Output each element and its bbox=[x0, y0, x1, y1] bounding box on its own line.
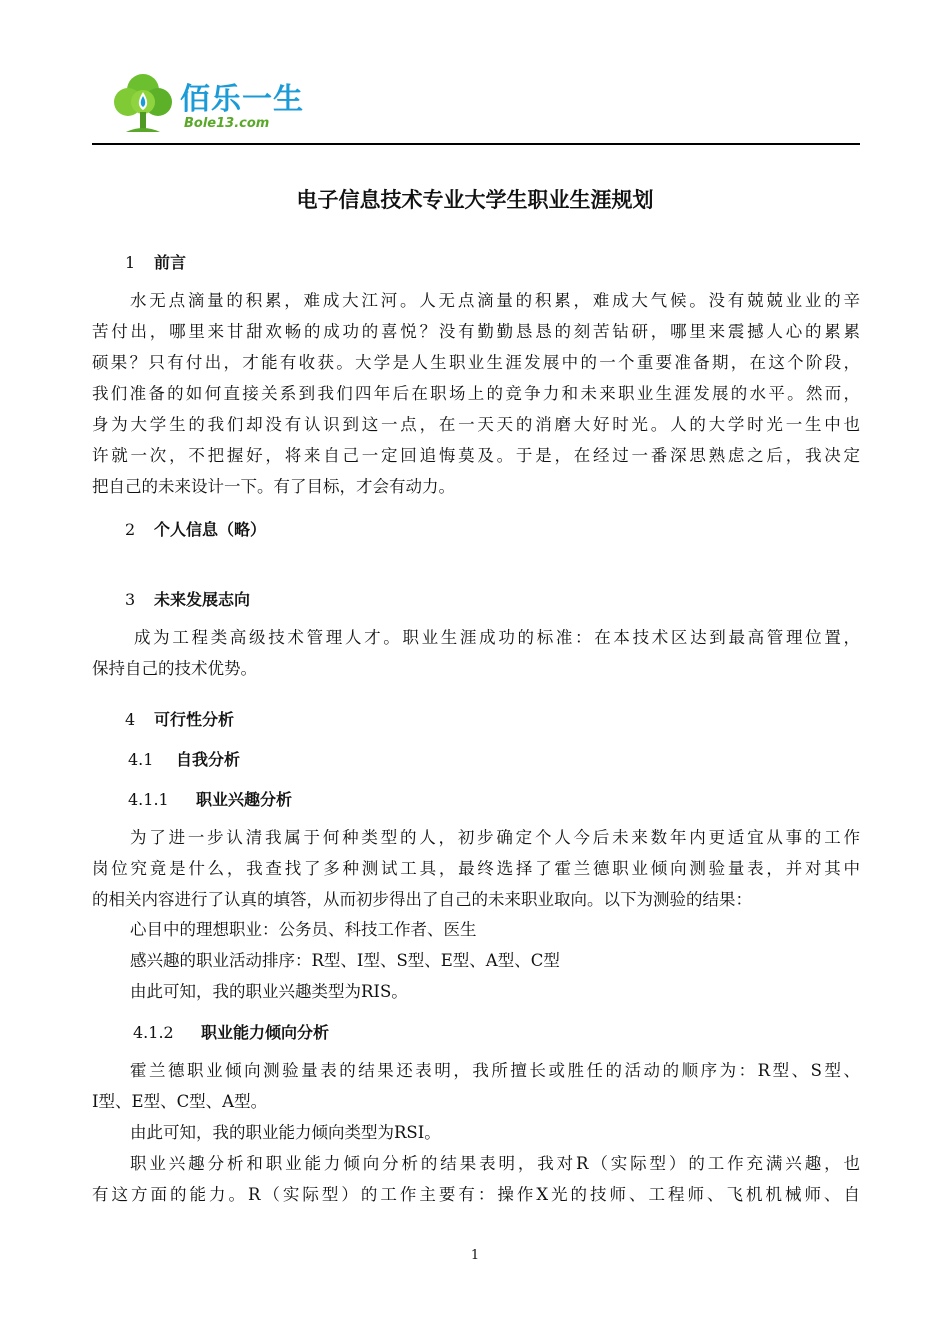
text-line: 水无点滴量的积累，难成大江河。人无点滴量的积累，难成大气候。没有兢兢业业的辛 bbox=[130, 291, 860, 310]
section-heading-4-1-2 bbox=[133, 1020, 329, 1043]
text-line: 成为工程类高级技术管理人才。职业生涯成功的标准：在本技术区达到最高管理位置， bbox=[134, 628, 860, 647]
tree-logo-icon bbox=[108, 68, 178, 138]
section-title: 自我分析 bbox=[176, 750, 241, 769]
paragraph-ability-analysis bbox=[92, 1055, 860, 1117]
text-line: 的相关内容进行了认真的填答，从而初步得出了自己的未来职业取向。以下为测验的结果： bbox=[92, 890, 752, 909]
text-line: 岗位究竟是什么，我查找了多种测试工具，最终选择了霍兰德职业倾向测验量表，并对其中 bbox=[92, 859, 860, 878]
section-title: 前言 bbox=[154, 253, 187, 272]
section-title: 职业能力倾向分析 bbox=[201, 1023, 330, 1042]
text-line: 有这方面的能力。R（实际型）的工作主要有：操作X光的技师、工程师、飞机机械师、自 bbox=[92, 1185, 860, 1204]
section-number: 2 bbox=[125, 520, 136, 539]
activity-order-line: 感兴趣的职业活动排序：R型、I型、S型、E型、A型、C型 bbox=[130, 951, 560, 970]
page-number: 1 bbox=[470, 1248, 480, 1263]
text-line: 霍兰德职业倾向测验量表的结果还表明，我所擅长或胜任的活动的顺序为：R型、S型、 bbox=[130, 1061, 860, 1080]
page-title: 电子信息技术专业大学生职业生涯规划 bbox=[296, 188, 654, 212]
paragraph-preface bbox=[92, 285, 860, 502]
header-divider bbox=[92, 143, 860, 145]
section-number: 4 bbox=[125, 710, 136, 729]
text-line: 把自己的未来设计一下。有了目标，才会有动力。 bbox=[92, 477, 455, 496]
section-number: 1 bbox=[125, 253, 136, 272]
text-line: 保持自己的技术优势。 bbox=[92, 659, 257, 678]
section-heading-4-1 bbox=[128, 747, 240, 770]
section-number: 3 bbox=[125, 590, 136, 609]
logo-chinese-text: 佰乐一生 bbox=[180, 82, 304, 117]
paragraph-career-goal bbox=[92, 622, 860, 684]
section-title: 职业兴趣分析 bbox=[196, 790, 293, 809]
ability-conclusion-line: 由此可知，我的职业能力倾向类型为RSI。 bbox=[130, 1123, 441, 1142]
paragraph-interest-analysis bbox=[92, 822, 860, 915]
text-line: 硕果？只有付出，才能有收获。大学是人生职业生涯发展中的一个重要准备期，在这个阶段， bbox=[92, 353, 860, 372]
interest-conclusion-line: 由此可知，我的职业兴趣类型为RIS。 bbox=[130, 982, 408, 1001]
text-line: 为了进一步认清我属于何种类型的人，初步确定个人今后未来数年内更适宜从事的工作 bbox=[130, 828, 860, 847]
section-number: 4.1 bbox=[128, 750, 154, 769]
site-logo[interactable] bbox=[108, 68, 328, 138]
section-heading-4-1-1 bbox=[128, 787, 292, 810]
section-number: 4.1.2 bbox=[133, 1023, 174, 1042]
ideal-jobs-line: 心目中的理想职业：公务员、科技工作者、医生 bbox=[130, 920, 477, 939]
logo-english-text: Bole13.com bbox=[184, 116, 270, 131]
text-line: 苦付出，哪里来甘甜欢畅的成功的喜悦？没有勤勤恳恳的刻苦钻研，哪里来震撼人心的累累 bbox=[92, 322, 860, 341]
text-line: I型、E型、C型、A型。 bbox=[92, 1092, 268, 1111]
section-title: 未来发展志向 bbox=[154, 590, 251, 609]
section-heading-4 bbox=[125, 707, 234, 730]
text-line: 许就一次，不把握好，将来自己一定回追悔莫及。于是，在经过一番深思熟虑之后，我决定 bbox=[92, 446, 860, 465]
section-heading-1 bbox=[125, 250, 186, 273]
section-heading-3 bbox=[125, 587, 250, 610]
text-line: 我们准备的如何直接关系到我们四年后在职场上的竞争力和未来职业生涯发展的水平。然而， bbox=[92, 384, 860, 403]
text-line: 职业兴趣分析和职业能力倾向分析的结果表明，我对R（实际型）的工作充满兴趣，也 bbox=[130, 1154, 860, 1173]
paragraph-combined-analysis bbox=[92, 1148, 860, 1210]
section-heading-2 bbox=[125, 517, 266, 540]
text-line: 身为大学生的我们却没有认识到这一点，在一天天的消磨大好时光。人的大学时光一生中也 bbox=[92, 415, 860, 434]
section-title: 个人信息（略） bbox=[154, 520, 267, 539]
section-title: 可行性分析 bbox=[154, 710, 235, 729]
section-number: 4.1.1 bbox=[128, 790, 169, 809]
